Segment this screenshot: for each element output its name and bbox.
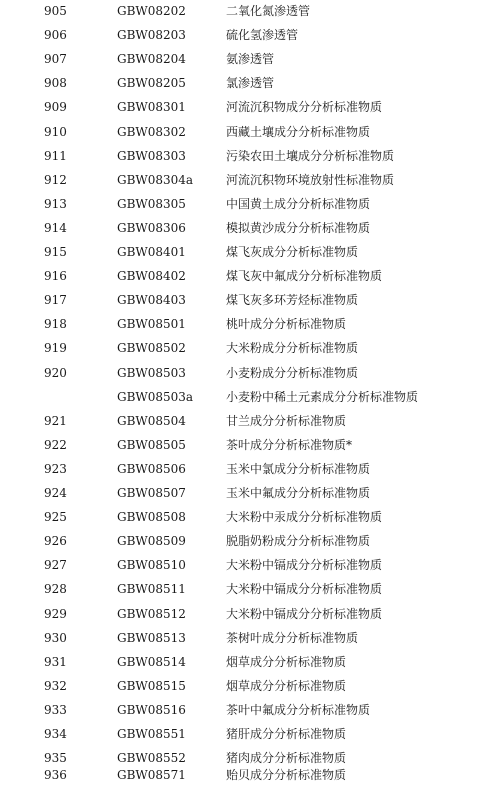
table-row <box>0 97 500 117</box>
material-code: GBW08502 <box>117 341 186 355</box>
material-code: GBW08503 <box>117 366 186 380</box>
table-row <box>0 242 500 262</box>
row-number: 924 <box>44 486 67 500</box>
material-name: 甘兰成分分析标准物质 <box>226 414 347 428</box>
row-number: 932 <box>44 679 67 693</box>
row-number: 909 <box>44 100 67 114</box>
table-row <box>0 411 500 431</box>
material-name: 中国黄土成分分析标准物质 <box>226 197 371 211</box>
material-name: 污染农田土壤成分分析标准物质 <box>226 149 395 163</box>
material-name: 西藏土壤成分分析标准物质 <box>226 125 371 139</box>
material-name: 猪肉成分分析标准物质 <box>226 751 347 765</box>
table-row <box>0 700 500 720</box>
material-code: GBW08552 <box>117 751 186 765</box>
table-row <box>0 507 500 527</box>
row-number: 910 <box>44 125 67 139</box>
row-number: 918 <box>44 317 67 331</box>
material-name: 桃叶成分分析标准物质 <box>226 317 347 331</box>
material-code: GBW08205 <box>117 76 186 90</box>
row-number: 922 <box>44 438 67 452</box>
material-code: GBW08515 <box>117 679 186 693</box>
row-number: 927 <box>44 558 67 572</box>
material-code: GBW08306 <box>117 221 186 235</box>
material-name: 硫化氢渗透管 <box>226 28 299 42</box>
table-row <box>0 266 500 286</box>
table-row <box>0 459 500 479</box>
table-row <box>0 146 500 166</box>
material-code: GBW08510 <box>117 558 186 572</box>
row-number: 928 <box>44 582 67 596</box>
material-code: GBW08402 <box>117 269 186 283</box>
table-row <box>0 25 500 45</box>
material-name: 玉米中氟成分分析标准物质 <box>226 486 371 500</box>
table-row <box>0 338 500 358</box>
material-code: GBW08513 <box>117 631 186 645</box>
material-code: GBW08504 <box>117 414 186 428</box>
table-row <box>0 435 500 455</box>
row-number: 912 <box>44 173 67 187</box>
row-number: 908 <box>44 76 67 90</box>
material-name: 煤飞灰成分分析标准物质 <box>226 245 359 259</box>
row-number: 907 <box>44 52 67 66</box>
material-code: GBW08507 <box>117 486 186 500</box>
material-name: 大米粉中镉成分分析标准物质 <box>226 558 383 572</box>
table-row <box>0 555 500 575</box>
material-name: 氯渗透管 <box>226 76 275 90</box>
table-row <box>0 531 500 551</box>
material-name: 贻贝成分分析标准物质 <box>226 768 347 782</box>
material-code: GBW08401 <box>117 245 186 259</box>
material-name: 煤飞灰中氟成分分析标准物质 <box>226 269 383 283</box>
material-name: 大米粉成分分析标准物质 <box>226 341 359 355</box>
material-name: 烟草成分分析标准物质 <box>226 655 347 669</box>
material-code: GBW08305 <box>117 197 186 211</box>
table-row <box>0 387 500 407</box>
row-number: 925 <box>44 510 67 524</box>
row-number: 923 <box>44 462 67 476</box>
table-row <box>0 194 500 214</box>
row-number: 914 <box>44 221 67 235</box>
table-row <box>0 170 500 190</box>
material-code: GBW08503a <box>117 390 194 404</box>
table-row <box>0 604 500 624</box>
material-name: 模拟黄沙成分分析标准物质 <box>226 221 371 235</box>
material-code: GBW08509 <box>117 534 186 548</box>
material-code: GBW08501 <box>117 317 186 331</box>
table-row <box>0 676 500 696</box>
material-code: GBW08505 <box>117 438 186 452</box>
material-code: GBW08514 <box>117 655 186 669</box>
table-row <box>0 218 500 238</box>
material-name: 大米粉中镉成分分析标准物质 <box>226 607 383 621</box>
table-row <box>0 122 500 142</box>
row-number: 936 <box>44 768 67 782</box>
material-code: GBW08203 <box>117 28 186 42</box>
table-row <box>0 579 500 599</box>
material-name: 玉米中氯成分分析标准物质 <box>226 462 371 476</box>
material-name: 河流沉积物环境放射性标准物质 <box>226 173 395 187</box>
material-code: GBW08303 <box>117 149 186 163</box>
material-code: GBW08304a <box>117 173 194 187</box>
row-number: 919 <box>44 341 67 355</box>
row-number: 929 <box>44 607 67 621</box>
table-row <box>0 724 500 744</box>
row-number: 915 <box>44 245 67 259</box>
row-number: 917 <box>44 293 67 307</box>
material-code: GBW08512 <box>117 607 186 621</box>
table-row <box>0 49 500 69</box>
material-code: GBW08508 <box>117 510 186 524</box>
row-number: 926 <box>44 534 67 548</box>
material-name: 茶叶中氟成分分析标准物质 <box>226 703 371 717</box>
row-number: 930 <box>44 631 67 645</box>
material-name: 小麦粉成分分析标准物质 <box>226 366 359 380</box>
row-number: 931 <box>44 655 67 669</box>
material-code: GBW08516 <box>117 703 186 717</box>
table-row <box>0 73 500 93</box>
material-code: GBW08204 <box>117 52 186 66</box>
material-code: GBW08202 <box>117 4 186 18</box>
row-number: 934 <box>44 727 67 741</box>
material-code: GBW08403 <box>117 293 186 307</box>
material-name: 茶叶成分分析标准物质* <box>226 438 353 452</box>
material-name: 烟草成分分析标准物质 <box>226 679 347 693</box>
row-number: 911 <box>44 149 67 163</box>
material-code: GBW08511 <box>117 582 186 596</box>
material-name: 小麦粉中稀土元素成分分析标准物质 <box>226 390 419 404</box>
row-number: 933 <box>44 703 67 717</box>
material-name: 河流沉积物成分分析标准物质 <box>226 100 383 114</box>
row-number: 916 <box>44 269 67 283</box>
material-name: 煤飞灰多环芳烃标准物质 <box>226 293 359 307</box>
material-name: 脱脂奶粉成分分析标准物质 <box>226 534 371 548</box>
material-code: GBW08551 <box>117 727 186 741</box>
material-name: 大米粉中镉成分分析标准物质 <box>226 582 383 596</box>
material-code: GBW08301 <box>117 100 186 114</box>
material-name: 猪肝成分分析标准物质 <box>226 727 347 741</box>
table-row <box>0 765 500 785</box>
material-name: 大米粉中汞成分分析标准物质 <box>226 510 383 524</box>
row-number: 906 <box>44 28 67 42</box>
table-row <box>0 314 500 334</box>
row-number: 921 <box>44 414 67 428</box>
material-code: GBW08506 <box>117 462 186 476</box>
material-name: 茶树叶成分分析标准物质 <box>226 631 359 645</box>
table-row <box>0 1 500 21</box>
row-number: 935 <box>44 751 67 765</box>
table-row <box>0 628 500 648</box>
table-row <box>0 290 500 310</box>
table-row <box>0 652 500 672</box>
row-number: 905 <box>44 4 67 18</box>
row-number: 920 <box>44 366 67 380</box>
material-name: 氨渗透管 <box>226 52 275 66</box>
material-name: 二氧化氮渗透管 <box>226 4 311 18</box>
table-row <box>0 483 500 503</box>
row-number: 913 <box>44 197 67 211</box>
table-row <box>0 363 500 383</box>
material-code: GBW08571 <box>117 768 186 782</box>
material-code: GBW08302 <box>117 125 186 139</box>
